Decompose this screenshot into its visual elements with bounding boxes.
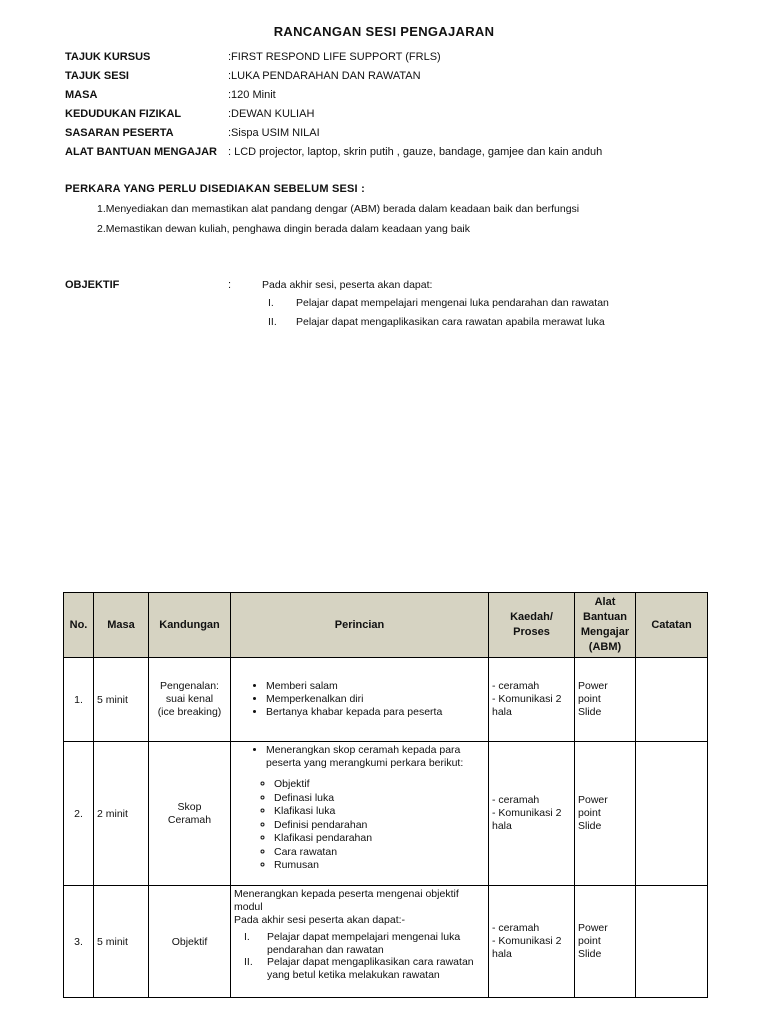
cell-catatan [636,886,708,998]
col-header-abm [575,593,636,658]
course-info [65,50,745,164]
meta-row-time [65,88,745,107]
cell-kandungan [149,658,231,742]
cell-line: Power [578,680,608,692]
meta-value: :DEWAN KULIAH [228,108,315,120]
roman-item [234,956,485,981]
cell-no: 2. [64,742,94,886]
roman-number: I. [244,931,250,943]
cell-line: - ceramah [492,680,540,692]
roman-item [234,931,485,956]
cell-masa: 5 minit [94,886,149,998]
sub-item: ◦ Cara rawatan [274,846,485,860]
detail-line: Menerangkan kepada peserta mengenai objektif [234,888,459,900]
meta-label: KEDUDUKAN FIZIKAL [65,108,182,120]
cell-kaedah [489,886,575,998]
header-line: Bantuan [583,611,627,623]
col-header-catatan: Catatan [636,593,708,658]
bullet-line: • Menerangkan skop ceramah kepada para [266,744,461,756]
cell-line: point [578,693,601,705]
roman-number: II. [244,956,253,968]
meta-value: :LUKA PENDARAHAN DAN RAWATAN [228,70,421,82]
cell-masa: 2 minit [94,742,149,886]
sub-item: ◦ Definasi luka [274,792,485,806]
table-row [64,742,708,886]
bullet-item [266,744,485,770]
bullet-item: • Memperkenalkan diri [266,693,485,706]
detail-line: Pada akhir sesi peserta akan dapat:- [234,914,406,926]
roman-text-line: Pelajar dapat mengaplikasikan cara rawatan [267,956,474,968]
sub-item: ◦ Klafikasi luka [274,805,485,819]
header-line: Kaedah/ [510,611,553,623]
meta-row-teaching-aids [65,145,745,164]
meta-row-target [65,126,745,145]
objective-list [268,296,688,334]
cell-line: - ceramah [492,794,540,806]
cell-line: hala [492,706,512,718]
cell-line: Power [578,794,608,806]
meta-value: :120 Minit [228,89,276,101]
objective-colon: : [228,279,232,291]
table-row [64,886,708,998]
sub-item: ◦ Definisi pendarahan [274,819,485,833]
objective-number: II. [268,316,277,328]
cell-line: Slide [578,820,602,832]
cell-no: 3. [64,886,94,998]
preparation-heading: PERKARA YANG PERLU DISEDIAKAN SEBELUM SESI : [65,183,365,195]
meta-value: :Sispa USIM NILAI [228,127,320,139]
cell-line: hala [492,820,512,832]
roman-text-line: Pelajar dapat mempelajari mengenai luka [267,931,461,943]
col-header-masa: Masa [94,593,149,658]
objective-item [268,296,688,315]
cell-no: 1. [64,658,94,742]
meta-label: ALAT BANTUAN MENGAJAR [65,146,217,158]
cell-line: hala [492,948,512,960]
sub-item: ◦ Klafikasi pendarahan [274,832,485,846]
cell-line: - Komunikasi 2 [492,693,562,705]
objective-text: Pelajar dapat mempelajari mengenai luka pendarahan dan rawatan [296,297,609,309]
table-header-row [64,593,708,658]
cell-line: Ceramah [167,813,212,826]
cell-kandungan: Objektif [149,886,231,998]
meta-label: SASARAN PESERTA [65,127,174,139]
cell-line: Slide [578,706,602,718]
cell-catatan [636,742,708,886]
col-header-perincian: Perincian [231,593,489,658]
detail-line: modul [234,901,263,913]
objective-number: I. [268,297,274,309]
cell-line: - ceramah [492,922,540,934]
meta-value: :FIRST RESPOND LIFE SUPPORT (FRLS) [228,51,441,63]
cell-abm [575,886,636,998]
cell-abm [575,658,636,742]
objective-item [268,315,688,334]
objective-section [65,278,745,292]
sub-item: ◦ Objektif [274,778,485,792]
bullet-item: • Memberi salam [266,680,485,693]
bullet-line: peserta yang merangkumi perkara berikut: [266,757,464,769]
header-line: Mengajar [580,626,630,638]
col-header-no: No. [64,593,94,658]
cell-catatan [636,658,708,742]
objective-intro: Pada akhir sesi, peserta akan dapat: [262,279,433,291]
cell-kaedah [489,742,575,886]
cell-perincian [231,658,489,742]
cell-masa: 5 minit [94,658,149,742]
meta-label: TAJUK SESI [65,70,129,82]
col-header-kandungan: Kandungan [149,593,231,658]
cell-perincian [231,886,489,998]
preparation-item: 1.Menyediakan dan memastikan alat pandang dengar (ABM) berada dalam keadaan baik dan berfungsi [97,203,580,215]
cell-kandungan [149,742,231,886]
cell-abm [575,742,636,886]
cell-perincian [231,742,489,886]
cell-kaedah [489,658,575,742]
header-line: Alat [594,596,616,608]
cell-line: Pengenalan: [160,680,219,692]
meta-row-course [65,50,745,69]
cell-line: Power [578,922,608,934]
meta-label: TAJUK KURSUS [65,51,151,63]
header-line: Proses [513,626,550,638]
cell-line: Slide [578,948,602,960]
preparation-item: 2.Memastikan dewan kuliah, penghawa dingin berada dalam keadaan yang baik [97,223,471,235]
cell-line: point [578,935,601,947]
cell-line: point [578,807,601,819]
objective-label: OBJEKTIF [65,279,120,291]
meta-value: : LCD projector, laptop, skrin putih , gauze, bandage, gamjee dan kain anduh [228,146,603,158]
sub-item: ◦ Rumusan [274,859,485,873]
col-header-kaedah [489,593,575,658]
table-row [64,658,708,742]
session-plan-table [63,592,708,998]
cell-line: (ice breaking) [157,706,222,718]
page-title: RANCANGAN SESI PENGAJARAN [273,24,495,39]
header-line: (ABM) [588,641,622,653]
objective-text: Pelajar dapat mengaplikasikan cara rawatan apabila merawat luka [296,316,605,328]
cell-line: Skop [177,800,202,813]
cell-line: - Komunikasi 2 [492,807,562,819]
preparation-list [97,202,737,242]
roman-text-line: yang betul ketika melakukan rawatan [267,968,440,981]
cell-line: - Komunikasi 2 [492,935,562,947]
meta-row-location [65,107,745,126]
meta-row-session [65,69,745,88]
roman-text-line: pendarahan dan rawatan [267,943,384,956]
bullet-item: • Bertanya khabar kepada para peserta [266,706,485,719]
cell-line: suai kenal [165,693,214,705]
meta-label: MASA [65,89,98,101]
